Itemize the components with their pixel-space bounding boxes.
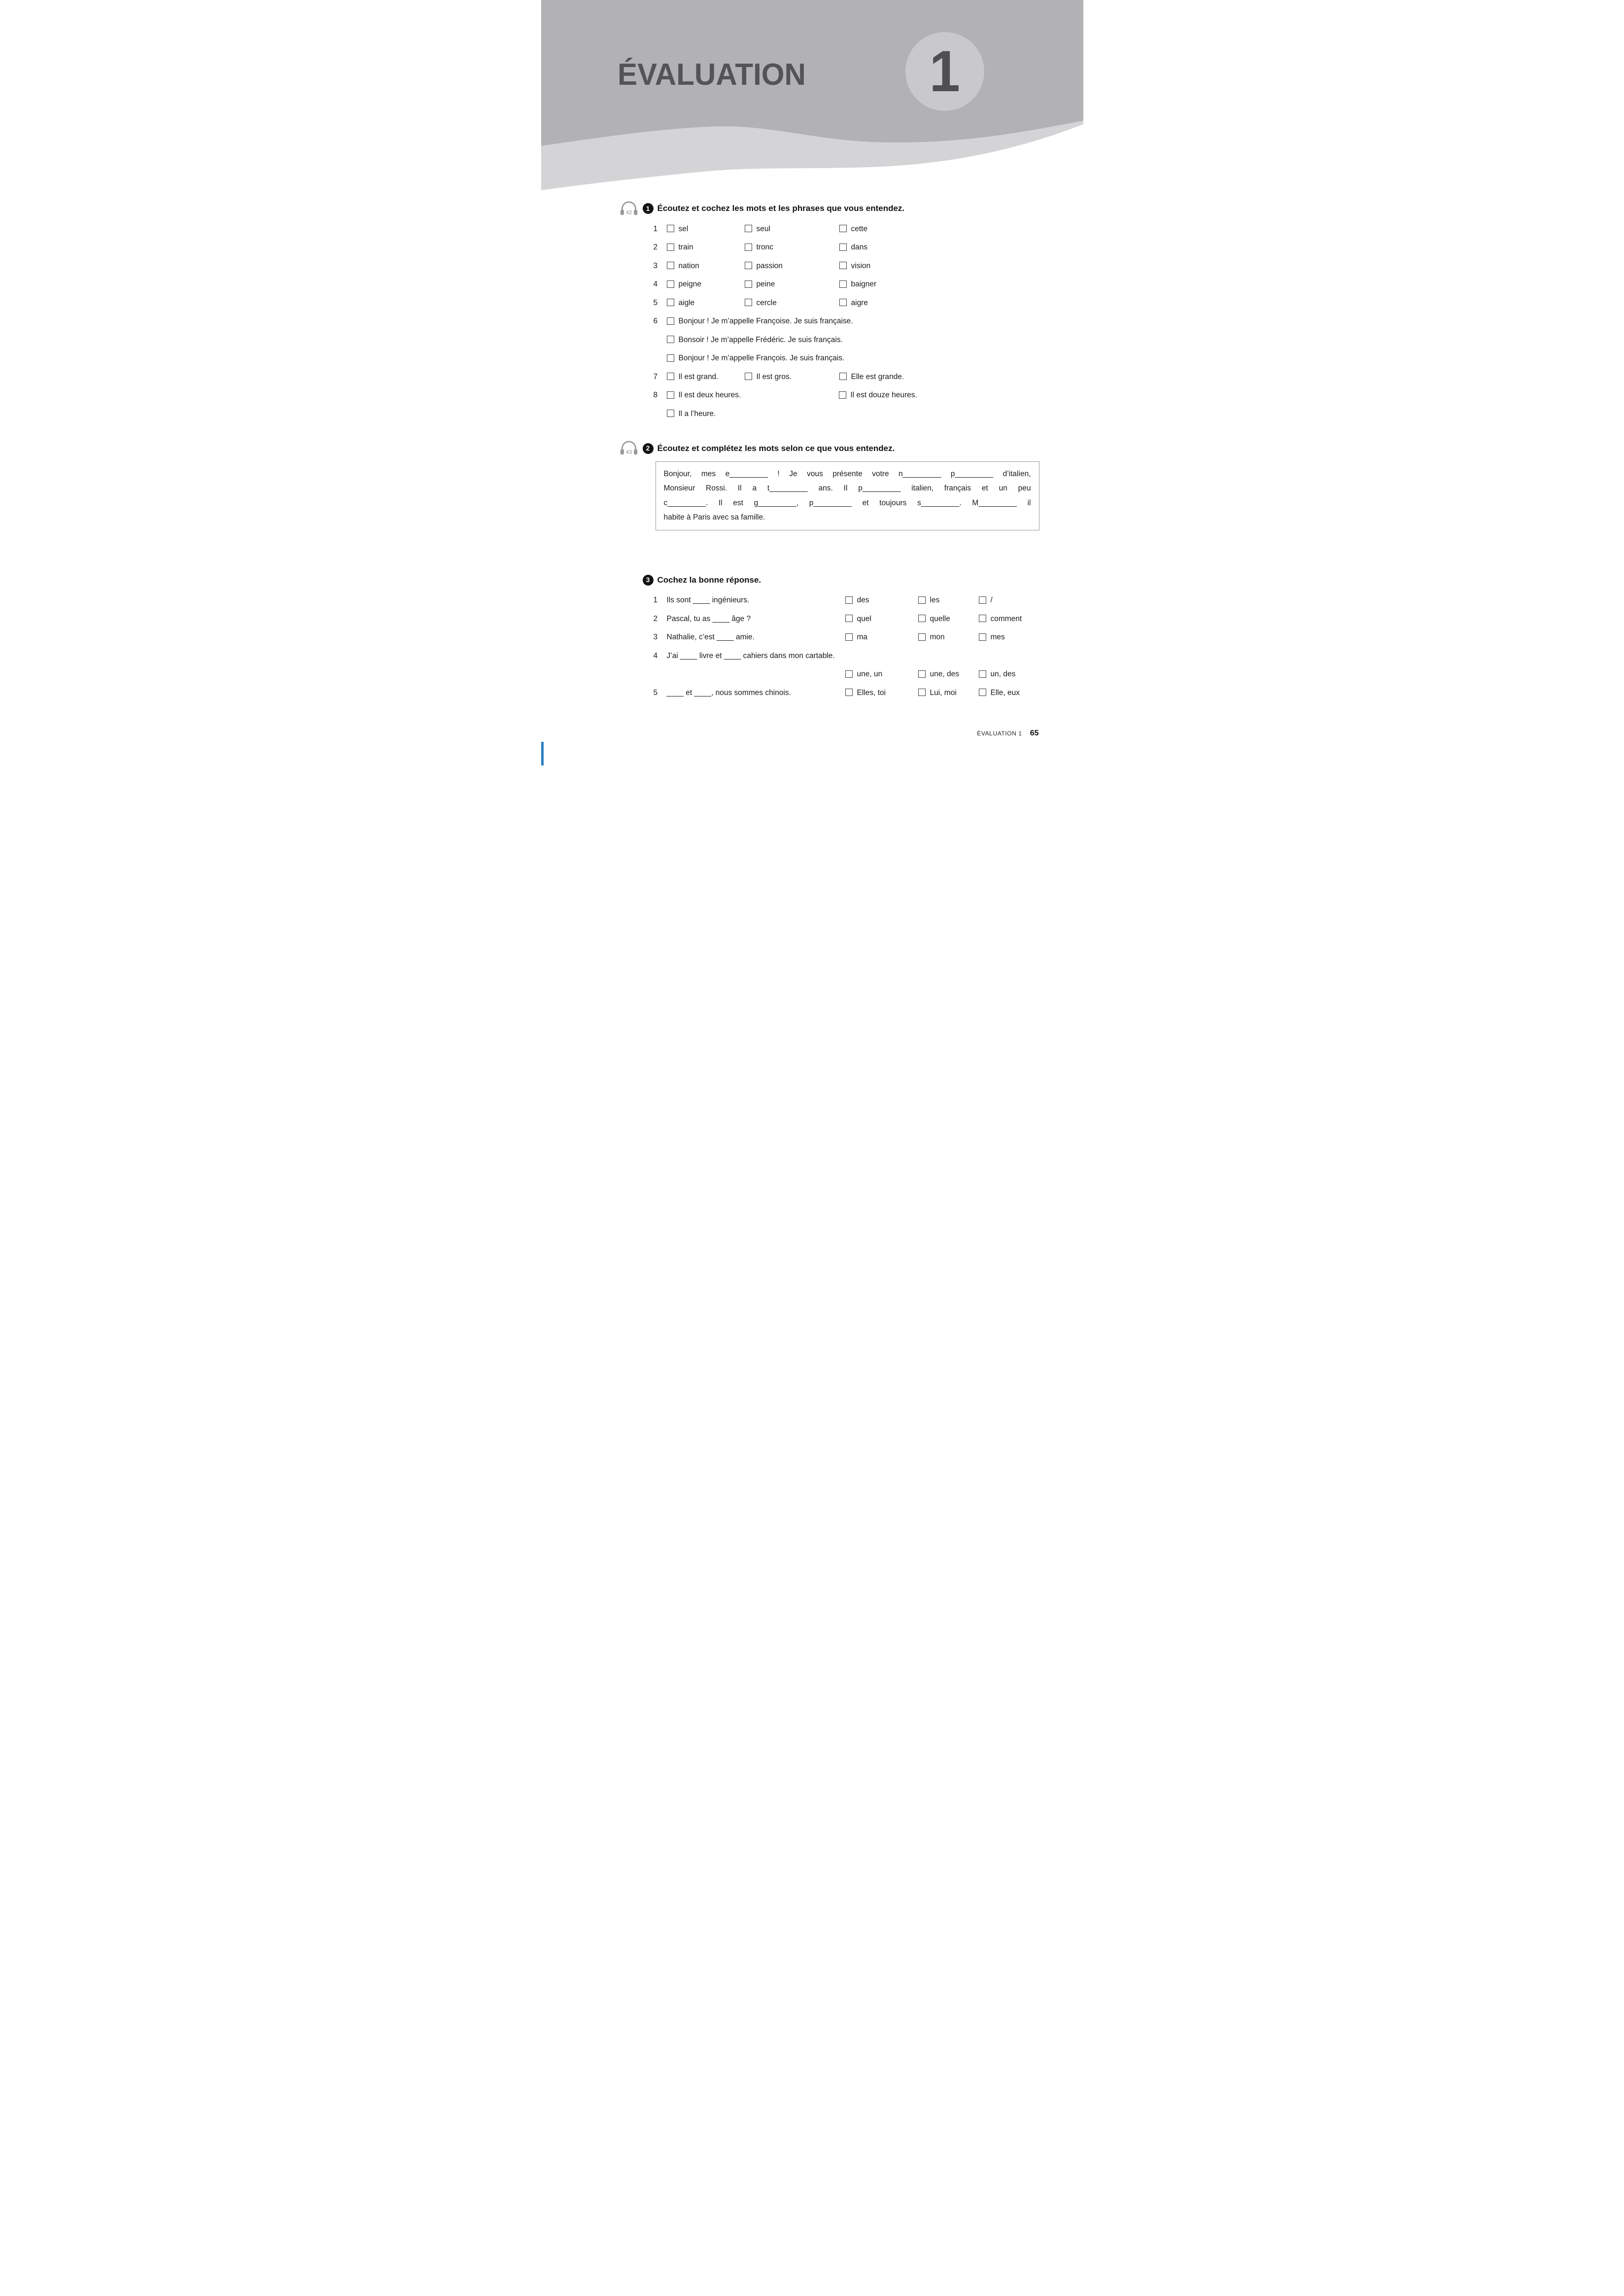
option-label: vision	[851, 261, 871, 270]
checkbox[interactable]	[845, 689, 853, 696]
checkbox[interactable]	[667, 354, 674, 362]
mcq-sentence: Pascal, tu as ____ âge ?	[666, 614, 751, 623]
option-label: aigle	[678, 298, 695, 307]
workbook-page	[541, 0, 1083, 765]
option-label: Bonjour ! Je m’appelle Françoise. Je suis française.	[678, 317, 853, 326]
sentence-row	[654, 386, 1039, 405]
sentence-row	[654, 331, 1039, 349]
checkbox[interactable]	[845, 633, 853, 641]
checkbox[interactable]	[667, 391, 674, 399]
checkbox[interactable]	[839, 373, 847, 380]
option-label: Il est gros.	[756, 372, 792, 381]
checkbox[interactable]	[839, 262, 847, 269]
fill-in-line: Bonjour, mes e_________ ! Je vous présente votre n_________ p_________ d’italien,	[663, 469, 1031, 478]
exercise2-section	[541, 442, 1083, 530]
item-number: 1	[653, 224, 658, 233]
exercise3-header	[643, 574, 1083, 587]
checkbox[interactable]	[667, 225, 674, 232]
item-number: 3	[653, 633, 658, 642]
word-row	[654, 239, 1039, 257]
audio-track-number: 42	[625, 209, 632, 215]
item-number: 2	[653, 614, 658, 623]
checkbox[interactable]	[839, 225, 847, 232]
audio-track-number: 43	[625, 449, 632, 455]
exercise1-header	[619, 202, 1083, 215]
checkbox[interactable]	[667, 262, 674, 269]
option-label: Lui, moi	[930, 688, 957, 697]
item-number: 5	[653, 298, 658, 307]
mcq-sentence: Nathalie, c’est ____ amie.	[666, 633, 755, 642]
checkbox[interactable]	[745, 225, 752, 232]
option-label: tronc	[756, 243, 773, 252]
option-label: une, un	[857, 670, 883, 679]
option-label: Il est deux heures.	[678, 391, 741, 400]
exercise3-badge: 3	[643, 575, 654, 586]
mcq-sentence: ____ et ____, nous sommes chinois.	[666, 688, 791, 697]
mcq-sentence: Ils sont ____ ingénieurs.	[666, 596, 750, 605]
exercise1-title: Écoutez et cochez les mots et les phrases que vous entendez.	[657, 204, 905, 213]
checkbox[interactable]	[667, 373, 674, 380]
mcq-sentence: J’ai ____ livre et ____ cahiers dans mon cartable.	[666, 651, 835, 660]
item-number: 4	[653, 280, 658, 289]
checkbox[interactable]	[845, 670, 853, 678]
option-label: Il est douze heures.	[850, 391, 917, 400]
checkbox[interactable]	[745, 244, 752, 251]
mcq-options-row	[654, 665, 1039, 684]
option-label: /	[990, 596, 993, 605]
checkbox[interactable]	[845, 615, 853, 622]
checkbox[interactable]	[745, 373, 752, 380]
item-number: 3	[653, 261, 658, 270]
exercise1-badge: 1	[643, 203, 654, 214]
checkbox[interactable]	[839, 391, 846, 399]
option-label: passion	[756, 261, 783, 270]
sentence-row	[654, 349, 1039, 368]
option-label: Il est grand.	[678, 372, 719, 381]
checkbox[interactable]	[839, 280, 847, 288]
option-label: baigner	[851, 280, 877, 289]
option-label: sel	[678, 224, 689, 233]
sentence-row	[654, 368, 1039, 386]
headphones-icon	[619, 441, 639, 456]
sentence-row	[654, 313, 1039, 331]
spacer	[654, 674, 667, 675]
fill-in-line: habite à Paris avec sa famille.	[663, 513, 765, 522]
mcq-row	[654, 591, 1039, 610]
exercise3-title: Cochez la bonne réponse.	[657, 575, 761, 585]
checkbox[interactable]	[667, 280, 674, 288]
checkbox[interactable]	[745, 280, 752, 288]
mcq-row	[654, 628, 1039, 647]
option-label: Elles, toi	[857, 688, 886, 697]
spacer	[667, 674, 845, 675]
checkbox[interactable]	[918, 670, 926, 678]
exercise2-title: Écoutez et complétez les mots selon ce que vous entendez.	[657, 443, 895, 453]
checkbox[interactable]	[918, 633, 926, 641]
item-number: 7	[653, 372, 658, 381]
checkbox[interactable]	[745, 262, 752, 269]
option-label: des	[857, 596, 869, 605]
checkbox[interactable]	[918, 596, 926, 604]
sentence-row	[654, 405, 1039, 423]
page-number: 65	[1030, 729, 1039, 737]
option-label: Elle, eux	[990, 688, 1020, 697]
item-number: 4	[653, 651, 658, 660]
option-label: mon	[930, 633, 945, 642]
fill-in-line: c_________. Il est g_________, p_________ et toujours s_________. M_________ il	[663, 498, 1031, 507]
checkbox[interactable]	[667, 244, 674, 251]
spine-bar	[541, 742, 544, 765]
unit-number: 1	[929, 39, 960, 104]
word-row	[654, 220, 1039, 239]
option-label: Il a l’heure.	[678, 409, 716, 418]
checkbox[interactable]	[918, 615, 926, 622]
option-label: Bonsoir ! Je m’appelle Frédéric. Je suis français.	[678, 335, 843, 344]
footer-label: ÉVALUATION 1	[977, 730, 1022, 737]
option-label: cercle	[756, 298, 777, 307]
item-number: 1	[653, 596, 658, 605]
checkbox[interactable]	[667, 317, 674, 325]
exercise3-section	[541, 574, 1083, 702]
option-label: peine	[756, 280, 775, 289]
checkbox[interactable]	[745, 299, 752, 306]
checkbox[interactable]	[667, 299, 674, 306]
mcq-row	[654, 647, 1039, 665]
item-number: 5	[653, 688, 658, 697]
exercise1-rows	[654, 220, 1039, 423]
checkbox[interactable]	[667, 336, 674, 343]
checkbox[interactable]	[839, 299, 847, 306]
option-label: mes	[990, 633, 1005, 642]
checkbox[interactable]	[667, 410, 674, 417]
headphones-icon	[619, 201, 639, 216]
option-label: aigre	[851, 298, 868, 307]
exercise3-rows	[654, 591, 1039, 702]
checkbox[interactable]	[839, 244, 847, 251]
checkbox[interactable]	[845, 596, 853, 604]
option-label: train	[678, 243, 693, 252]
word-row	[654, 257, 1039, 276]
checkbox[interactable]	[979, 633, 986, 641]
fill-in-box[interactable]	[656, 461, 1039, 530]
exercise2-header	[619, 442, 1083, 455]
footer	[541, 729, 1039, 738]
checkbox[interactable]	[918, 689, 926, 696]
mcq-row	[654, 684, 1039, 702]
option-label: peigne	[678, 280, 702, 289]
option-label: cette	[851, 224, 868, 233]
word-row	[654, 276, 1039, 294]
option-label: seul	[756, 224, 770, 233]
fill-in-line: Monsieur Rossi. Il a t_________ ans. Il p_________ italien, français et un peu	[663, 484, 1031, 492]
option-label: Elle est grande.	[851, 372, 904, 381]
option-label: un, des	[990, 670, 1016, 679]
unit-number-circle	[905, 32, 984, 111]
page-title: ÉVALUATION	[617, 58, 806, 92]
option-label: comment	[990, 614, 1022, 623]
mcq-row	[654, 610, 1039, 628]
option-label: les	[930, 596, 940, 605]
item-number: 2	[653, 243, 658, 252]
option-label: ma	[857, 633, 868, 642]
checkbox[interactable]	[979, 596, 986, 604]
option-label: nation	[678, 261, 699, 270]
option-label: une, des	[930, 670, 959, 679]
item-number: 6	[653, 317, 658, 326]
option-label: quelle	[930, 614, 950, 623]
option-label: Bonjour ! Je m’appelle François. Je suis français.	[678, 354, 845, 363]
checkbox[interactable]	[979, 615, 986, 622]
exercise2-badge: 2	[643, 443, 654, 454]
checkbox[interactable]	[979, 670, 986, 678]
item-number: 8	[653, 391, 658, 400]
checkbox[interactable]	[979, 689, 986, 696]
option-label: quel	[857, 614, 871, 623]
header-wave	[541, 0, 1083, 197]
word-row	[654, 294, 1039, 313]
option-label: dans	[851, 243, 868, 252]
